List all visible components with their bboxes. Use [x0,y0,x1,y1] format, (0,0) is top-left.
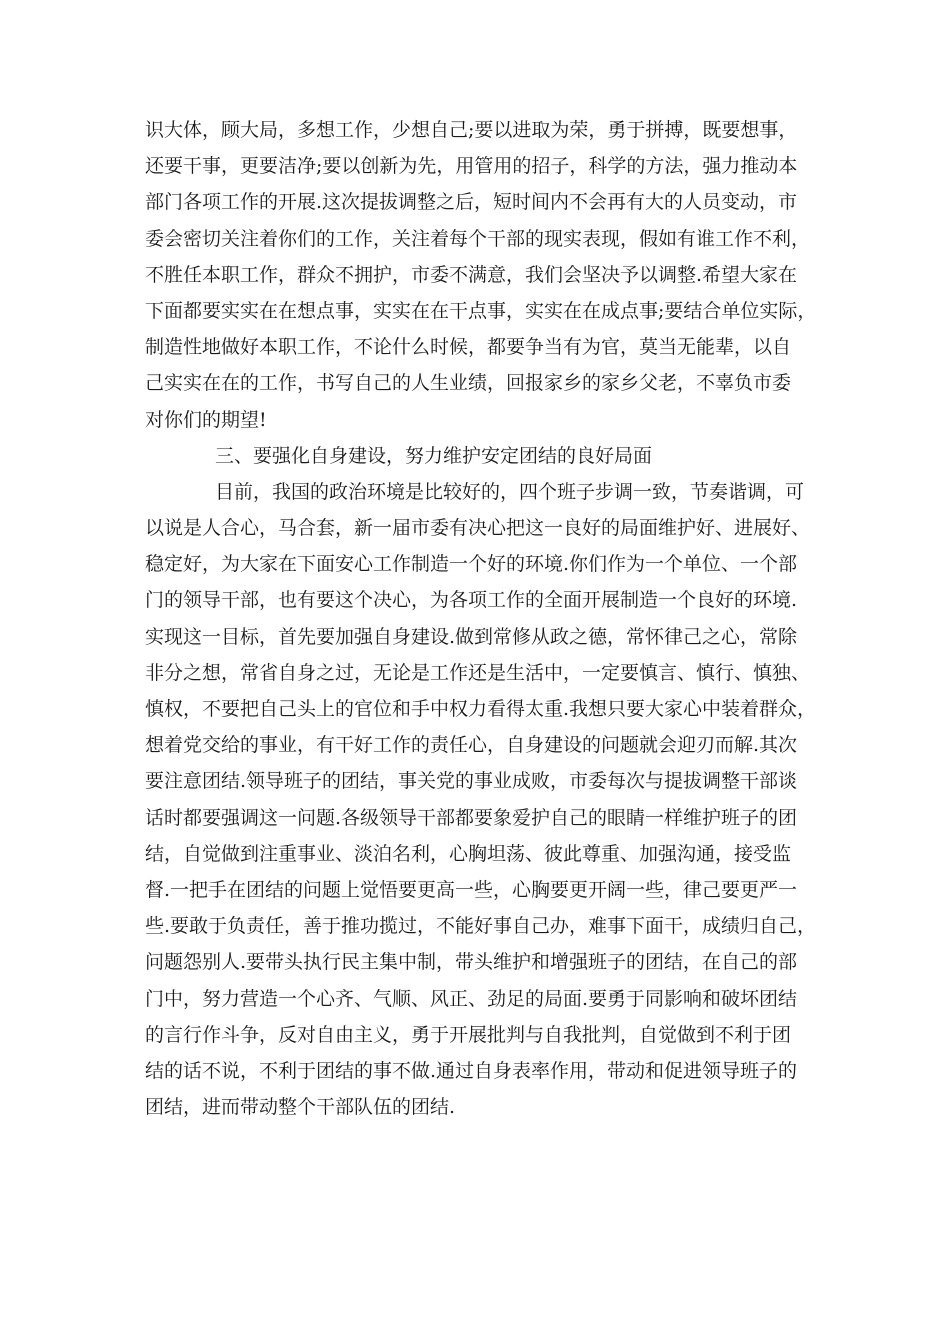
text-line: 话时都要强调这一问题.各级领导干部都要象爱护自己的眼睛一样维护班子的团 [145,806,798,829]
text-line: 委会密切关注着你们的工作，关注着每个干部的现实表现，假如有谁工作不利， [145,227,811,250]
text-line: 稳定好，为大家在下面安心工作制造一个好的环境.你们作为一个单位、一个部 [145,553,798,576]
text-line: 还要干事，更要洁净;要以创新为先，用管用的招子，科学的方法，强力推动本 [145,155,798,178]
text-line: 团结，进而带动整个干部队伍的团结. [145,1096,456,1119]
text-line: 些.要敢于负责任，善于推功揽过，不能好事自己办，难事下面干，成绩归自己， [145,915,817,938]
text-line: 对你们的期望! [145,408,267,431]
text-line: 识大体，顾大局，多想工作，少想自己;要以进取为荣，勇于拼搏，既要想事， [145,119,798,141]
text-line: 部门各项工作的开展.这次提拔调整之后，短时间内不会再有大的人员变动，市 [145,191,798,214]
paragraph-first-line: 目前，我国的政治环境是比较好的，四个班子步调一致，节奏谐调，可 [215,480,805,503]
text-line: 不胜任本职工作，群众不拥护，市委不满意，我们会坚决予以调整.希望大家在 [145,263,798,286]
text-line: 下面都要实实在在想点事，实实在在干点事，实实在在成点事;要结合单位实际， [145,299,817,322]
text-line: 慎权，不要把自己头上的官位和手中权力看得太重.我想只要大家心中装着群众， [145,698,817,720]
text-line: 门的领导干部，也有要这个决心，为各项工作的全面开展制造一个良好的环境. [145,589,798,612]
text-line: 非分之想，常省自身之过，无论是工作还是生活中，一定要慎言、慎行、慎独、 [145,661,811,684]
text-line: 结的话不说，不利于团结的事不做.通过自身表率作用，带动和促进领导班子的 [145,1059,798,1082]
text-line: 制造性地做好本职工作，不论什么时候，都要争当有为官，莫当无能辈，以自 [145,336,792,359]
text-line: 门中，努力营造一个心齐、气顺、风正、劲足的局面.要勇于同影响和破坏团结 [145,987,798,1010]
document-body [145,112,825,1125]
text-line: 实现这一目标，首先要加强自身建设.做到常修从政之德，常怀律己之心，常除 [145,625,798,648]
text-line: 要注意团结.领导班子的团结，事关党的事业成败，市委每次与提拔调整干部谈 [145,770,798,793]
text-line: 以说是人合心，马合套，新一届市委有决心把这一良好的局面维护好、进展好、 [145,517,811,540]
text-line: 想着党交给的事业，有干好工作的责任心，自身建设的问题就会迎刃而解.其次 [145,734,798,757]
text-line: 问题怨别人.要带头执行民主集中制，带头维护和增强班子的团结，在自己的部 [145,951,798,974]
text-line: 的言行作斗争，反对自由主义，勇于开展批判与自我批判，自觉做到不利于团 [145,1023,792,1046]
text-line: 己实实在在的工作，书写自己的人生业绩，回报家乡的家乡父老，不辜负市委 [145,372,792,395]
section-heading: 三、要强化自身建设，努力维护安定团结的良好局面 [215,444,653,467]
text-line: 督.一把手在团结的问题上觉悟要更高一些，心胸要更开阔一些，律己要更严一 [145,878,798,901]
text-line: 结，自觉做到注重事业、淡泊名利，心胸坦荡、彼此尊重、加强沟通，接受监 [145,842,792,865]
